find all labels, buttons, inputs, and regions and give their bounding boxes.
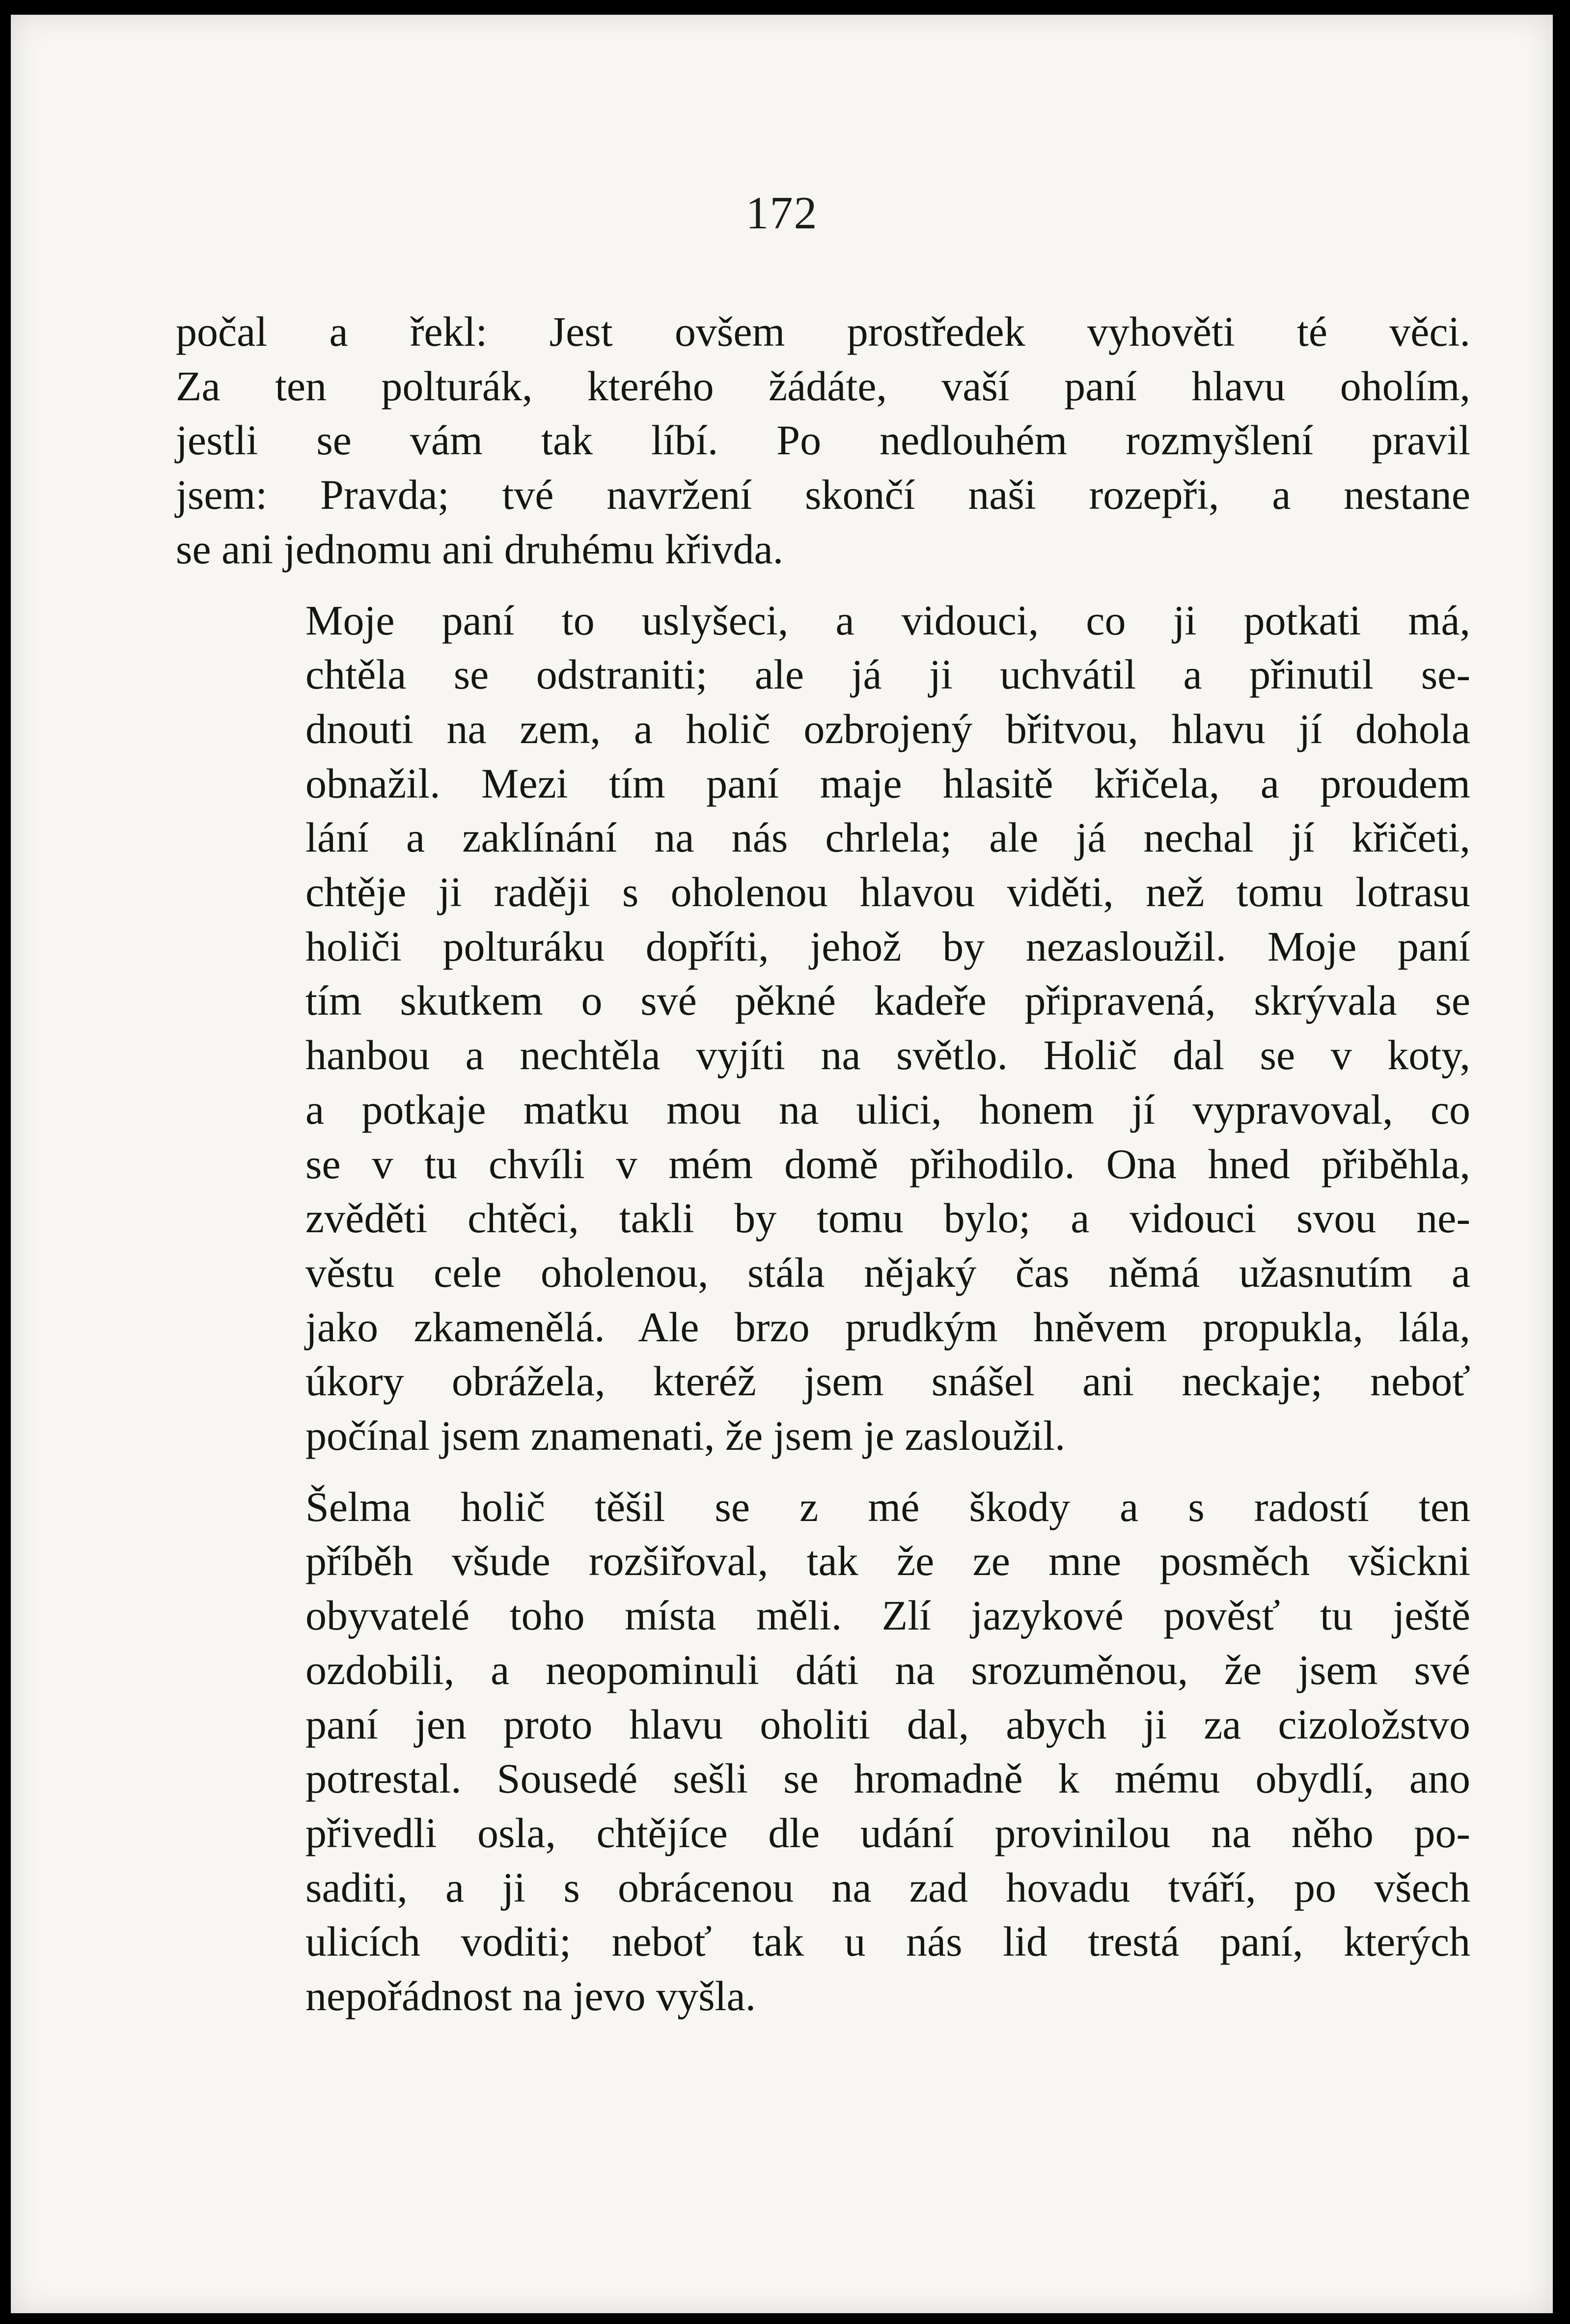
text-line: saditi, a ji s obrácenou na zad hovadu tváří, po všech <box>305 1863 1470 1911</box>
text-line: chtěje ji raději s oholenou hlavou viděti, než tomu lotrasu <box>305 868 1470 916</box>
text-line: chtěla se odstraniti; ale já ji uchvátil a přinutil se- <box>305 651 1470 698</box>
text-line: potrestal. Sousedé sešli se hromadně k mému obydlí, ano <box>305 1755 1470 1802</box>
text-line: Šelma holič těšil se z mé škody a s radostí ten <box>305 1483 1470 1530</box>
text-line: počal a řekl: Jest ovšem prostředek vyhověti té věci. <box>176 308 1470 355</box>
text-line: ozdobili, a neopominuli dáti na srozuměnou, že jsem své <box>305 1646 1470 1693</box>
paragraph <box>176 304 1470 577</box>
text-line: počínal jsem znamenati, že jsem je zasloužil. <box>305 1412 1066 1460</box>
text-line: přivedli osla, chtějíce dle udání provinilou na něho po- <box>305 1809 1470 1856</box>
text-line: lání a zaklínání na nás chrlela; ale já nechal jí křičeti, <box>305 814 1470 861</box>
text-line: věstu cele oholenou, stála nějaký čas němá užasnutím a <box>305 1248 1470 1296</box>
text-line: úkory obrážela, kteréž jsem snášel ani neckaje; neboť <box>305 1357 1470 1405</box>
text-line: jako zkamenělá. Ale brzo prudkým hněvem propukla, lála, <box>305 1303 1470 1351</box>
text-line: ulicích voditi; neboť tak u nás lid trestá paní, kterých <box>305 1918 1470 1965</box>
text-line: jestli se vám tak líbí. Po nedlouhém rozmyšlení pravil <box>176 416 1470 464</box>
text-line: Za ten polturák, kterého žádáte, vaší paní hlavu oholím, <box>176 362 1470 410</box>
paragraph <box>176 593 1470 1463</box>
text-line: a potkaje matku mou na ulici, honem jí vypravoval, co <box>305 1085 1470 1133</box>
page-number: 172 <box>745 188 818 239</box>
text-line: se ani jednomu ani druhému křivda. <box>176 525 784 573</box>
text-line: tím skutkem o své pěkné kadeře připravená, skrývala se <box>305 977 1470 1024</box>
text-line: paní jen proto hlavu oholiti dal, abych ji za cizoložstvo <box>305 1700 1470 1748</box>
text-line: dnouti na zem, a holič ozbrojený břitvou, hlavu jí dohola <box>305 705 1470 752</box>
text-line: hanbou a nechtěla vyjíti na světlo. Holič dal se v koty, <box>305 1031 1470 1079</box>
paragraph <box>176 1480 1470 2023</box>
text-line: obyvatelé toho místa měli. Zlí jazykové pověsť tu ještě <box>305 1592 1470 1639</box>
text-line: zvěděti chtěci, takli by tomu bylo; a vidouci svou ne- <box>305 1194 1470 1242</box>
book-page <box>11 15 1553 2313</box>
text-line: Moje paní to uslyšeci, a vidouci, co ji potkati má, <box>305 596 1470 644</box>
text-line: obnažil. Mezi tím paní maje hlasitě křičela, a proudem <box>305 759 1470 807</box>
text-line: nepořádnost na jevo vyšla. <box>305 1972 756 2020</box>
text-line: se v tu chvíli v mém domě přihodilo. Ona hned přiběhla, <box>305 1140 1470 1188</box>
body-text <box>176 304 1470 2023</box>
text-line: jsem: Pravda; tvé navržení skončí naši rozepři, a nestane <box>176 471 1470 519</box>
text-line: holiči polturáku dopříti, jehož by nezasloužil. Moje paní <box>305 922 1470 970</box>
text-line: příběh všude rozšiřoval, tak že ze mne posměch všickni <box>305 1537 1470 1585</box>
